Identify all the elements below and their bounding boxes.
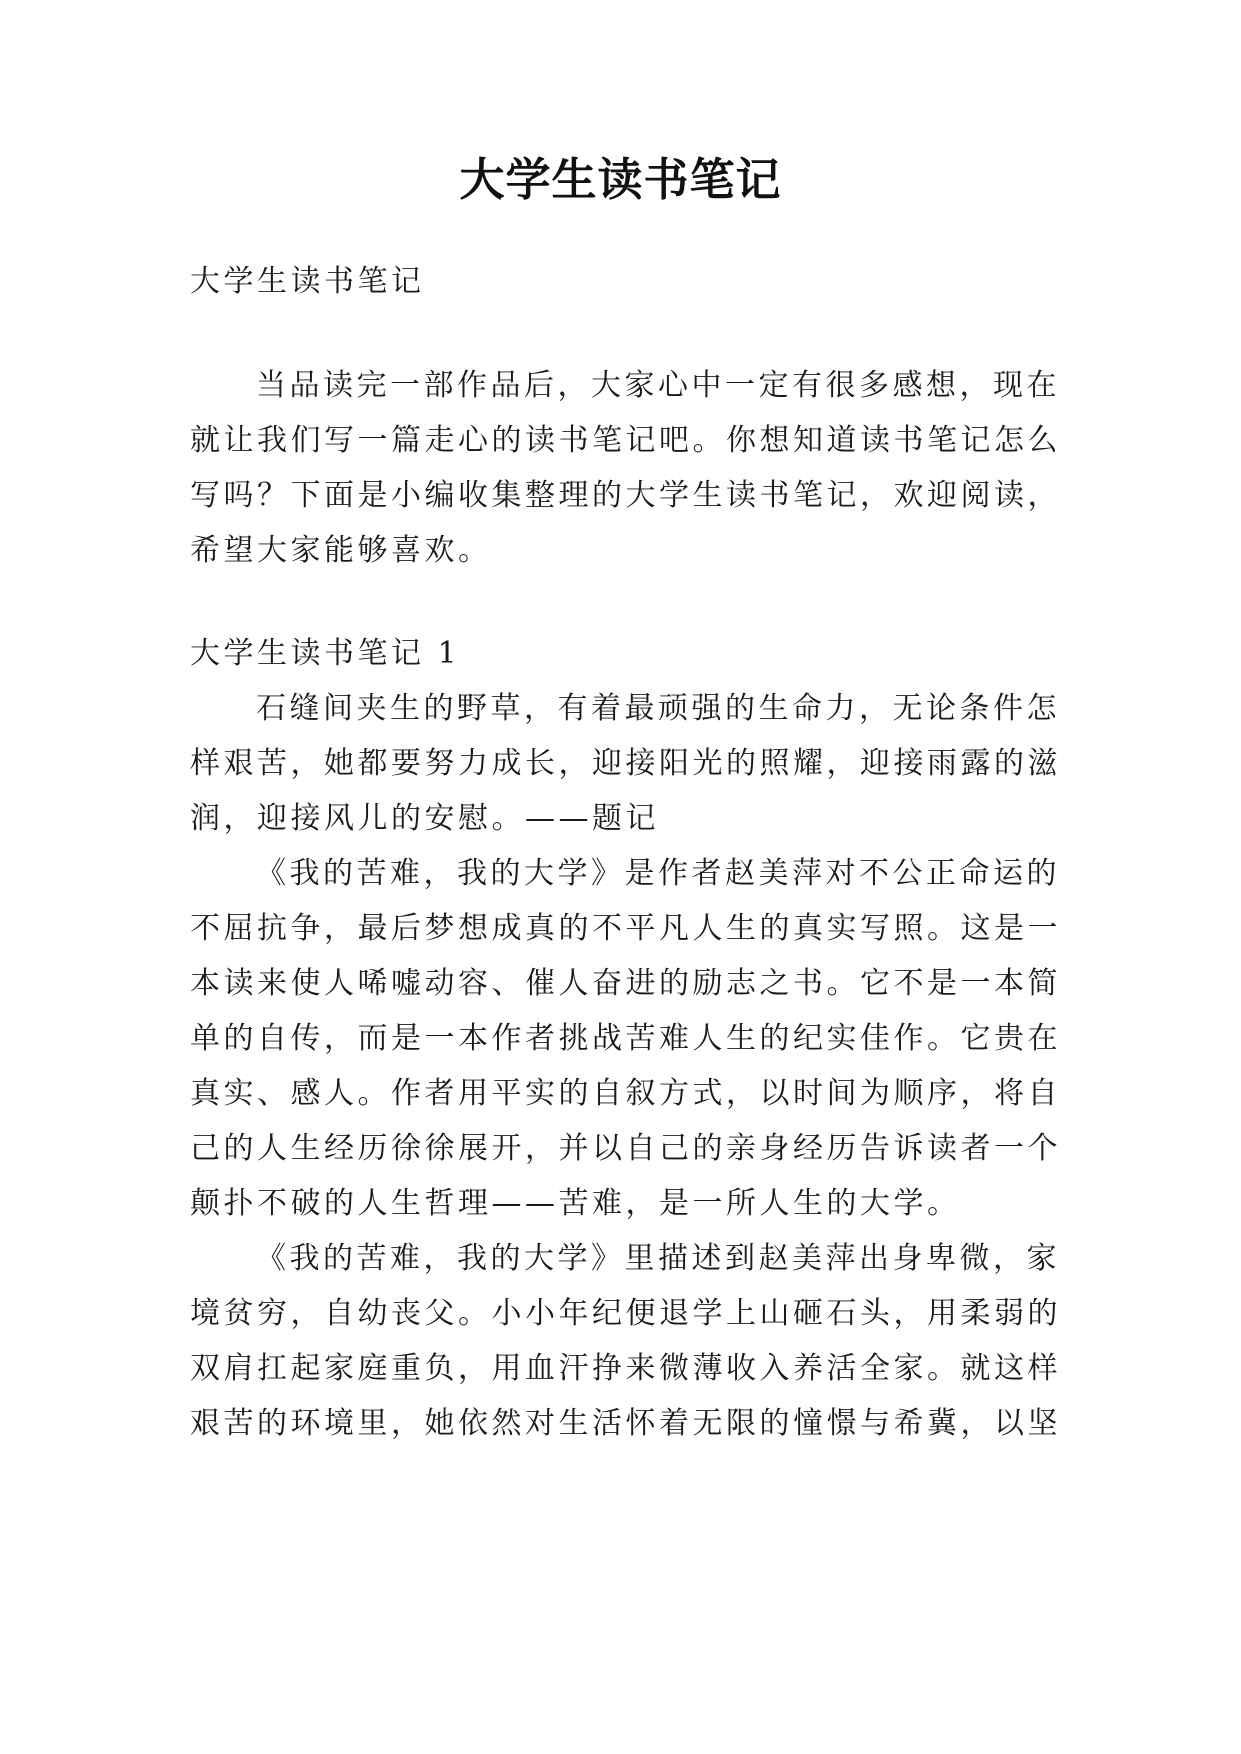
section-heading: 大学生读书笔记 1 bbox=[190, 636, 461, 671]
intro-line: 就让我们写一篇走心的读书笔记吧。你想知道读书笔记怎么 bbox=[190, 423, 1061, 458]
paragraph-line: 双肩扛起家庭重负，用血汗挣来微薄收入养活全家。就这样 bbox=[190, 1351, 1061, 1386]
paragraph-line: 单的自传，而是一本作者挑战苦难人生的纪实佳作。它贵在 bbox=[190, 1021, 1061, 1056]
paragraph-line: 颠扑不破的人生哲理——苦难，是一所人生的大学。 bbox=[190, 1186, 961, 1221]
paragraph-line: 石缝间夹生的野草，有着最顽强的生命力，无论条件怎 bbox=[256, 691, 1060, 726]
paragraph-line: 不屈抗争，最后梦想成真的不平凡人生的真实写照。这是一 bbox=[190, 911, 1061, 946]
document-title: 大学生读书笔记 bbox=[459, 153, 782, 206]
paragraph-line: 本读来使人唏嘘动容、催人奋进的励志之书。它不是一本简 bbox=[190, 966, 1061, 1001]
paragraph-line: 真实、感人。作者用平实的自叙方式，以时间为顺序，将自 bbox=[190, 1076, 1061, 1111]
paragraph-line: 《我的苦难，我的大学》里描述到赵美萍出身卑微，家 bbox=[256, 1241, 1060, 1276]
paragraph-line: 《我的苦难，我的大学》是作者赵美萍对不公正命运的 bbox=[256, 856, 1060, 891]
paragraph-line: 艰苦的环境里，她依然对生活怀着无限的憧憬与希冀，以坚 bbox=[190, 1406, 1061, 1441]
paragraph-line: 境贫穷，自幼丧父。小小年纪便退学上山砸石头，用柔弱的 bbox=[190, 1296, 1061, 1331]
intro-line: 写吗？下面是小编收集整理的大学生读书笔记，欢迎阅读， bbox=[190, 478, 1061, 513]
paragraph-line: 润，迎接风儿的安慰。——题记 bbox=[190, 801, 659, 836]
intro-line: 当品读完一部作品后，大家心中一定有很多感想，现在 bbox=[256, 368, 1060, 403]
paragraph-line: 己的人生经历徐徐展开，并以自己的亲身经历告诉读者一个 bbox=[190, 1131, 1061, 1166]
document-subtitle: 大学生读书笔记 bbox=[190, 264, 425, 299]
intro-line: 希望大家能够喜欢。 bbox=[190, 533, 492, 568]
paragraph-line: 样艰苦，她都要努力成长，迎接阳光的照耀，迎接雨露的滋 bbox=[190, 746, 1061, 781]
